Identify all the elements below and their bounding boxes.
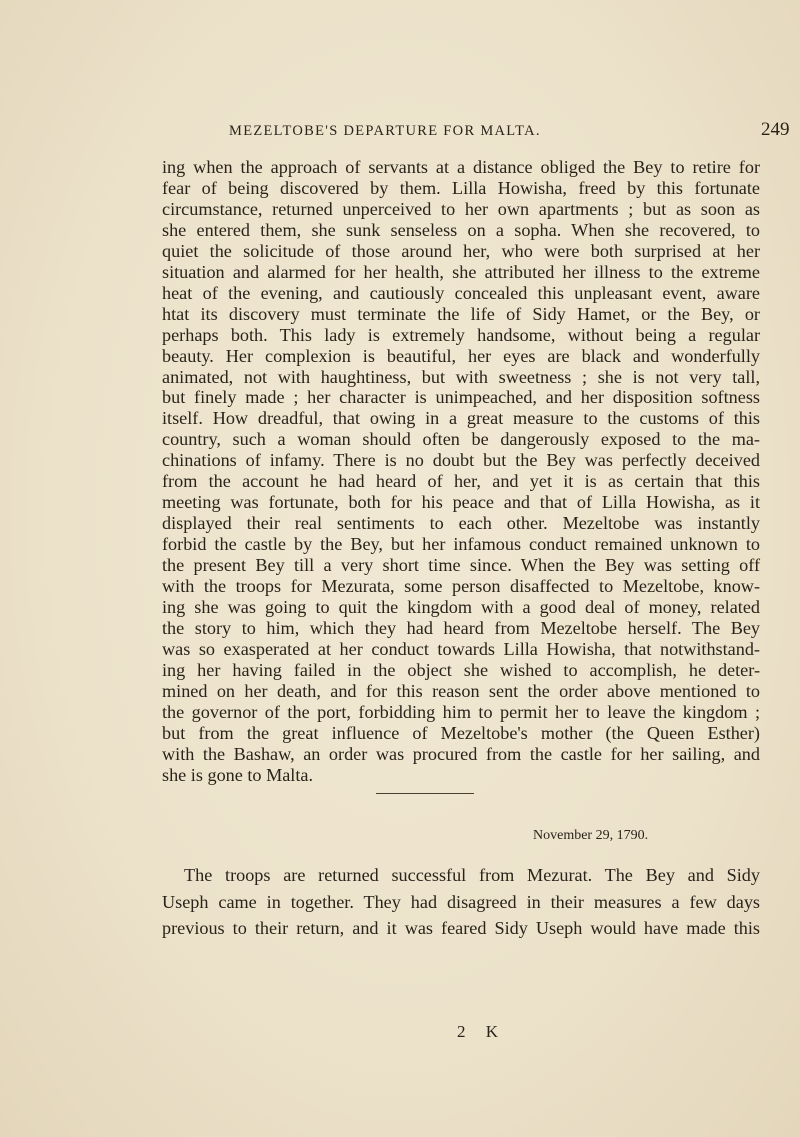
text-line: The troops are returned successful from Mezurat. The Bey and Sidy [184,865,760,885]
text-line: meeting was fortunate, both for his peace and that of Lilla Howisha, as it [162,492,760,513]
text-line: circumstance, returned unperceived to her own apartments ; but as soon as [162,198,760,219]
section-divider [376,793,474,794]
text-line: situation and alarmed for her health, she attributed her illness to the extreme [162,261,760,282]
text-line: from the account he had heard of her, and yet it is as certain that this [162,471,760,492]
running-head [0,119,800,149]
text-line: the story to him, which they had heard from Mezeltobe herself. The Bey [162,617,760,638]
text-line: previous to their return, and it was feared Sidy Useph would have made this [162,918,760,939]
text-line: the present Bey till a very short time since. When the Bey was setting off [162,555,760,576]
text-line: ing she was going to quit the kingdom with a good deal of money, related [162,596,760,617]
text-line: quiet the solicitude of those around her, who were both surprised at her [162,240,760,261]
running-title: MEZELTOBE'S DEPARTURE FOR MALTA. [229,123,541,139]
text-line: but from the great influence of Mezeltobe's mother (the Queen Esther) [162,722,760,743]
text-line: Useph came in together. They had disagreed in their measures a few days [162,891,760,912]
signature-mark: 2 K [457,1022,507,1041]
text-line: beauty. Her complexion is beautiful, her eyes are black and wonderfully [162,345,760,366]
text-line: she is gone to Malta. [162,764,314,785]
text-line: perhaps both. This lady is extremely handsome, without being a regular [162,324,760,345]
text-line: forbid the castle by the Bey, but her infamous conduct remained unknown to [162,534,760,555]
text-line: country, such a woman should often be dangerously exposed to the ma- [162,429,760,450]
text-line: animated, not with haughtiness, but with sweetness ; she is not very tall, [162,366,760,387]
text-line: heat of the evening, and cautiously concealed this unpleasant event, aware [162,282,760,303]
text-line: htat its discovery must terminate the life of Sidy Hamet, or the Bey, or [162,303,760,324]
text-line: she entered them, she sunk senseless on a sopha. When she recovered, to [162,219,760,240]
text-line: with the Bashaw, an order was procured from the castle for her sailing, and [162,743,760,764]
text-line: itself. How dreadful, that owing in a great measure to the customs of this [162,408,760,429]
text-line: ing her having failed in the object she wished to accomplish, he deter- [162,659,760,680]
text-line: was so exasperated at her conduct towards Lilla Howisha, that notwithstand- [162,638,760,659]
page-number: 249 [761,119,790,140]
text-line: displayed their real sentiments to each other. Mezeltobe was instantly [162,513,760,534]
text-line: fear of being discovered by them. Lilla Howisha, freed by this fortunate [162,177,760,198]
text-line: chinations of infamy. There is no doubt but the Bey was perfectly deceived [162,450,760,471]
dateline: November 29, 1790. [533,828,649,843]
text-line: but finely made ; her character is unimpeached, and her disposition softness [162,387,760,408]
text-line: with the troops for Mezurata, some person disaffected to Mezeltobe, know- [162,576,760,596]
text-line: mined on her death, and for this reason sent the order above mentioned to [162,680,760,701]
text-line: the governor of the port, forbidding him to permit her to leave the kingdom ; [162,701,760,722]
text-line: ing when the approach of servants at a distance obliged the Bey to retire for [162,157,760,177]
